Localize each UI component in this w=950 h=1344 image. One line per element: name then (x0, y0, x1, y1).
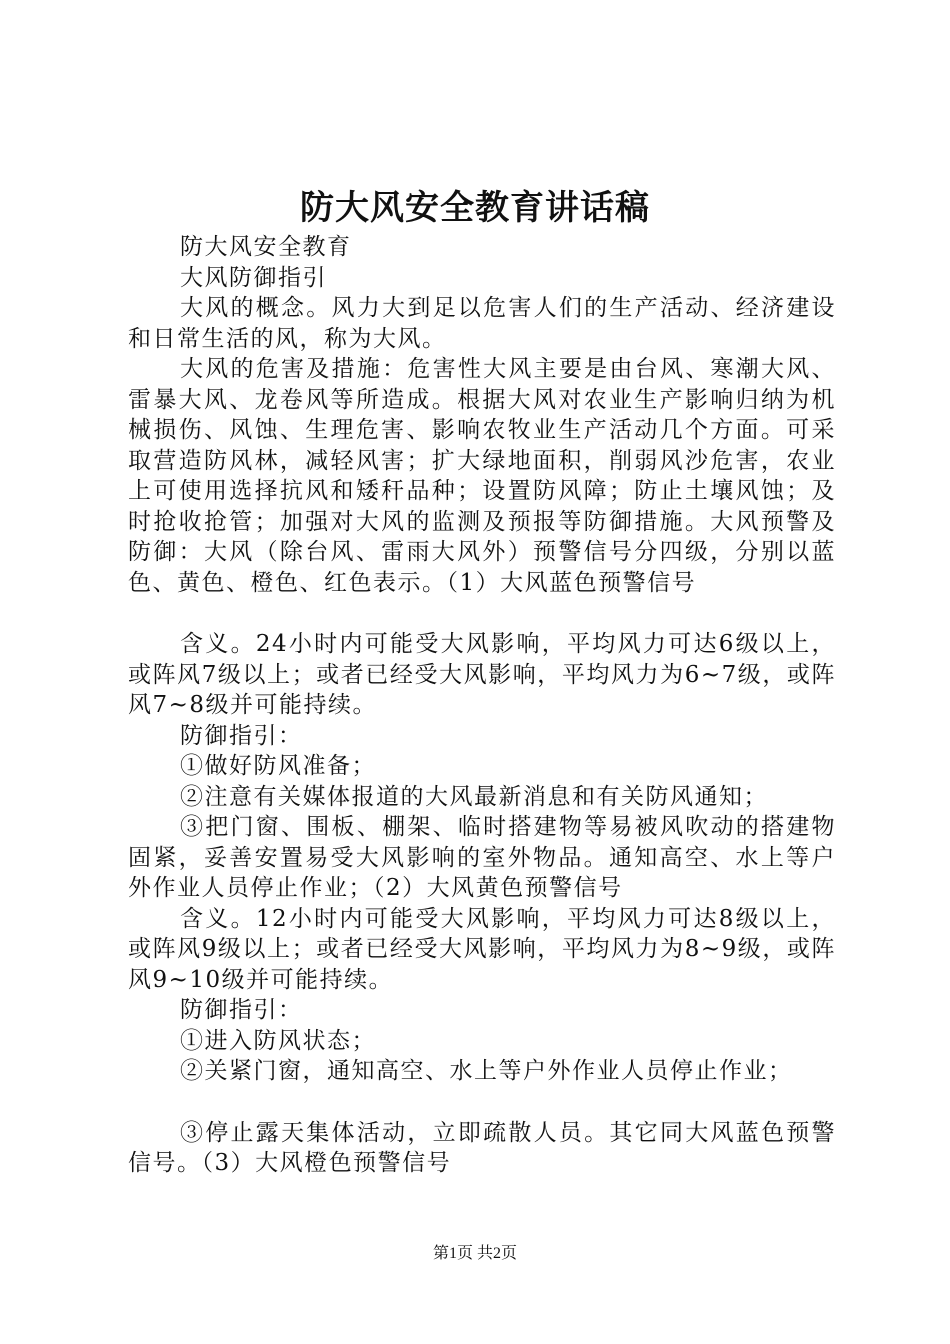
document-body (128, 232, 836, 1179)
page-footer: 第1页 共2页 (432, 1245, 517, 1262)
paragraph: 大风防御指引 (180, 264, 327, 291)
paragraph: 防御指引： (180, 997, 303, 1023)
paragraph: ①进入防风状态； (180, 1027, 376, 1054)
paragraph: ③停止露天集体活动，立即疏散人员。其它同大风蓝色预警信号。（3）大风橙色预警信号 (128, 1119, 836, 1176)
document-title: 防大风安全教育讲话稿 (300, 188, 650, 228)
paragraph: 大风的概念。风力大到足以危害人们的生产活动、经济建设和日常生活的风，称为大风。 (128, 295, 836, 352)
paragraph: ②关紧门窗，通知高空、水上等户外作业人员停止作业； (180, 1058, 793, 1084)
paragraph: 含义。12小时内可能受大风影响，平均风力可达8级以上，或阵风9级以上；或者已经受大风影响，平均风力为8~9级，或阵风9~10级并可能持续。 (128, 905, 836, 993)
paragraph-gap (128, 1087, 836, 1118)
paragraph: ③把门窗、围板、棚架、临时搭建物等易被风吹动的搭建物固紧，妥善安置易受大风影响的室外物品。通知高空、水上等户外作业人员停止作业；（2）大风黄色预警信号 (128, 814, 836, 901)
paragraph: ①做好防风准备； (180, 753, 376, 779)
paragraph: 防御指引： (180, 722, 303, 749)
paragraph-gap (128, 598, 836, 629)
paragraph: 含义。24小时内可能受大风影响，平均风力可达6级以上，或阵风7级以上；或者已经受大风影响，平均风力为6~7级，或阵风7~8级并可能持续。 (128, 631, 836, 718)
paragraph: ②注意有关媒体报道的大风最新消息和有关防风通知； (180, 783, 768, 810)
paragraph: 防大风安全教育 (180, 234, 352, 260)
paragraph: 大风的危害及措施：危害性大风主要是由台风、寒潮大风、雷暴大风、龙卷风等所造成。根据大风对农业生产影响归纳为机械损伤、风蚀、生理危害、影响农牧业生产活动几个方面。可采取营造防风林，减轻风害；扩大绿地面积，削弱风沙危害，农业上可使用选择抗风和矮秆品种；设置防风障；防止土壤风蚀；及时抢收抢管；加强对大风的监测及预报等防御措施。大风预警及防御：大风（除台风、雷雨大风外）预警信号分四级，分别以蓝色、黄色、橙色、红色表示。（1）大风蓝色预警信号 (128, 356, 836, 596)
